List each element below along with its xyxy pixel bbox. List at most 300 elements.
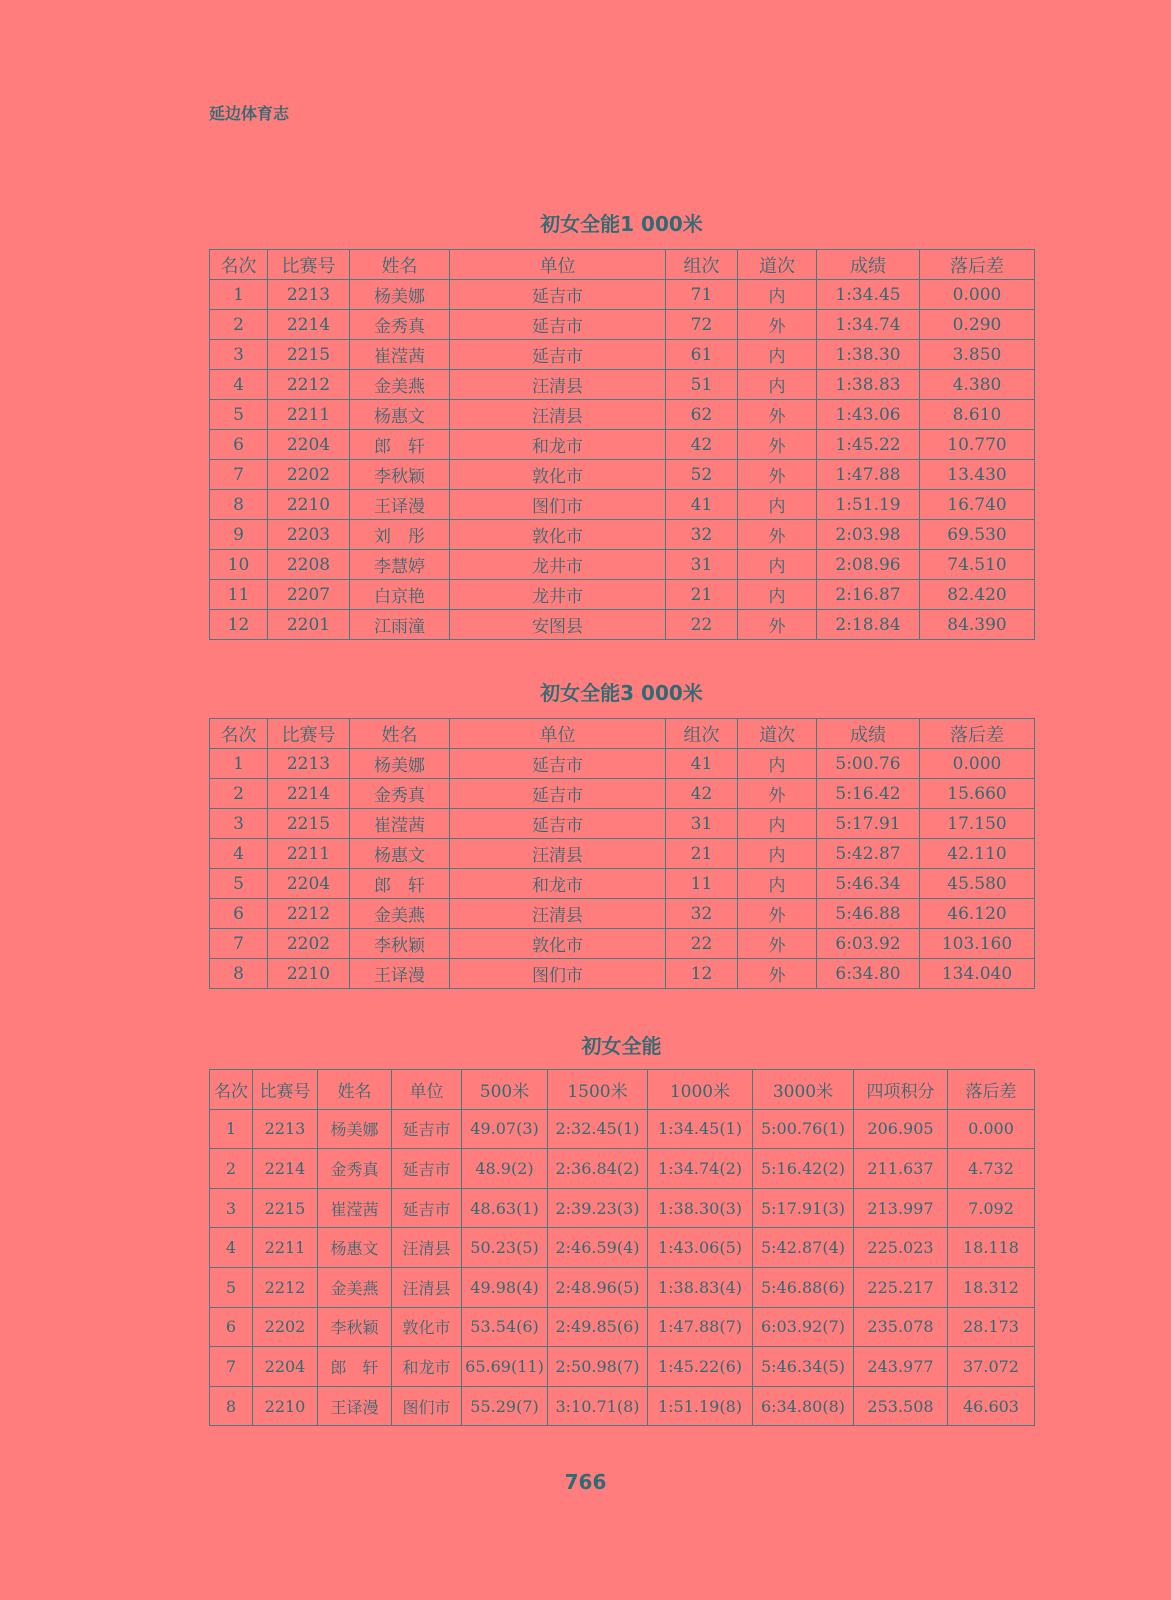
table-cell: 6:34.80 — [817, 959, 920, 989]
table-cell: 5:17.91 — [817, 809, 920, 839]
table-row — [210, 1188, 1035, 1228]
table-cell: 李秋颖 — [318, 1307, 392, 1347]
table-cell: 延吉市 — [450, 749, 666, 779]
table-row — [210, 1109, 1035, 1149]
column-header: 比赛号 — [253, 1070, 318, 1110]
table-cell: 崔滢茜 — [350, 809, 450, 839]
table-cell: 崔滢茜 — [350, 340, 450, 370]
table-cell: 2 — [210, 310, 268, 340]
table-row — [210, 809, 1035, 839]
table-cell: 45.580 — [920, 869, 1035, 899]
table-row — [210, 520, 1035, 550]
table-cell: 延吉市 — [392, 1109, 462, 1149]
table-cell: 敦化市 — [392, 1307, 462, 1347]
table-cell: 汪清县 — [450, 899, 666, 929]
table-title-3000m: 初女全能3 000米 — [540, 681, 703, 705]
table-cell: 延吉市 — [450, 280, 666, 310]
table-cell: 84.390 — [920, 610, 1035, 640]
table-cell: 7 — [210, 929, 268, 959]
table-cell: 内 — [738, 839, 817, 869]
table-cell: 延吉市 — [450, 340, 666, 370]
column-header: 名次 — [210, 250, 268, 280]
table-cell: 37.072 — [948, 1347, 1035, 1387]
table-cell: 0.000 — [920, 749, 1035, 779]
table-cell: 汪清县 — [392, 1267, 462, 1307]
table-cell: 李秋颖 — [350, 929, 450, 959]
table-cell: 134.040 — [920, 959, 1035, 989]
table-title-1000m: 初女全能1 000米 — [540, 212, 703, 236]
table-cell: 2210 — [268, 490, 350, 520]
table-cell: 内 — [738, 869, 817, 899]
table-cell: 李慧婷 — [350, 550, 450, 580]
table-cell: 内 — [738, 490, 817, 520]
table-cell: 11 — [666, 869, 738, 899]
table-cell: 龙井市 — [450, 580, 666, 610]
table-cell: 1:38.83(4) — [648, 1267, 753, 1307]
table-cell: 龙井市 — [450, 550, 666, 580]
table-cell: 32 — [666, 520, 738, 550]
table-row — [210, 610, 1035, 640]
table-cell: 6 — [210, 430, 268, 460]
table-cell: 18.312 — [948, 1267, 1035, 1307]
table-cell: 外 — [738, 400, 817, 430]
table-cell: 杨惠文 — [350, 839, 450, 869]
table-cell: 4.380 — [920, 370, 1035, 400]
table-cell: 31 — [666, 809, 738, 839]
table-cell: 郎 轩 — [350, 430, 450, 460]
table-cell: 6:34.80(8) — [753, 1386, 854, 1426]
table-cell: 内 — [738, 749, 817, 779]
table-cell: 1 — [210, 280, 268, 310]
table-cell: 16.740 — [920, 490, 1035, 520]
table-cell: 1:47.88(7) — [648, 1307, 753, 1347]
table-cell: 2210 — [253, 1386, 318, 1426]
column-header: 3000米 — [753, 1070, 854, 1110]
table-cell: 内 — [738, 370, 817, 400]
table-cell: 206.905 — [854, 1109, 948, 1149]
table-cell: 2208 — [268, 550, 350, 580]
table-cell: 延吉市 — [450, 779, 666, 809]
table-cell: 2:16.87 — [817, 580, 920, 610]
table-cell: 18.118 — [948, 1228, 1035, 1268]
table-cell: 内 — [738, 280, 817, 310]
table-cell: 61 — [666, 340, 738, 370]
table-cell: 5 — [210, 400, 268, 430]
table-cell: 5 — [210, 1267, 253, 1307]
table-row — [210, 1307, 1035, 1347]
column-header: 成绩 — [817, 719, 920, 749]
table-cell: 41 — [666, 490, 738, 520]
column-header: 四项积分 — [854, 1070, 948, 1110]
table-cell: 5:42.87(4) — [753, 1228, 854, 1268]
table-cell: 安图县 — [450, 610, 666, 640]
table-row — [210, 400, 1035, 430]
column-header: 500米 — [462, 1070, 548, 1110]
table-row — [210, 1149, 1035, 1189]
table-cell: 41 — [666, 749, 738, 779]
table-cell: 内 — [738, 550, 817, 580]
table-cell: 2213 — [268, 280, 350, 310]
table-cell: 62 — [666, 400, 738, 430]
table-row — [210, 1228, 1035, 1268]
table-cell: 外 — [738, 430, 817, 460]
table-cell: 汪清县 — [450, 400, 666, 430]
table-cell: 1 — [210, 749, 268, 779]
table-cell: 金美燕 — [350, 899, 450, 929]
table-cell: 敦化市 — [450, 929, 666, 959]
table-cell: 71 — [666, 280, 738, 310]
table-cell: 69.530 — [920, 520, 1035, 550]
results-table-1000m — [209, 249, 1035, 640]
table-cell: 金美燕 — [318, 1267, 392, 1307]
table-cell: 敦化市 — [450, 520, 666, 550]
table-cell: 2213 — [268, 749, 350, 779]
table-cell: 郎 轩 — [350, 869, 450, 899]
table-cell: 2211 — [268, 839, 350, 869]
table-cell: 李秋颖 — [350, 460, 450, 490]
table-cell: 汪清县 — [392, 1228, 462, 1268]
column-header: 组次 — [666, 250, 738, 280]
table-cell: 外 — [738, 460, 817, 490]
table-cell: 225.023 — [854, 1228, 948, 1268]
table-cell: 1:51.19 — [817, 490, 920, 520]
table-cell: 12 — [666, 959, 738, 989]
table-cell: 白京艳 — [350, 580, 450, 610]
table-cell: 1:34.74(2) — [648, 1149, 753, 1189]
table-cell: 6 — [210, 1307, 253, 1347]
table-row — [210, 869, 1035, 899]
table-cell: 2 — [210, 779, 268, 809]
column-header: 道次 — [738, 250, 817, 280]
column-header: 名次 — [210, 719, 268, 749]
table-row — [210, 839, 1035, 869]
table-cell: 2211 — [268, 400, 350, 430]
table-cell: 42 — [666, 779, 738, 809]
table-cell: 1:43.06(5) — [648, 1228, 753, 1268]
table-cell: 22 — [666, 929, 738, 959]
table-cell: 5:16.42(2) — [753, 1149, 854, 1189]
table-cell: 253.508 — [854, 1386, 948, 1426]
table-cell: 1:34.74 — [817, 310, 920, 340]
table-cell: 3:10.71(8) — [548, 1386, 648, 1426]
table-cell: 1:45.22(6) — [648, 1347, 753, 1387]
table-cell: 82.420 — [920, 580, 1035, 610]
table-cell: 2203 — [268, 520, 350, 550]
table-cell: 21 — [666, 839, 738, 869]
table-cell: 外 — [738, 959, 817, 989]
table-cell: 1 — [210, 1109, 253, 1149]
column-header: 姓名 — [318, 1070, 392, 1110]
table-cell: 50.23(5) — [462, 1228, 548, 1268]
table-cell: 12 — [210, 610, 268, 640]
table-cell: 刘 彤 — [350, 520, 450, 550]
table-cell: 杨美娜 — [350, 280, 450, 310]
table-cell: 2210 — [268, 959, 350, 989]
column-header: 落后差 — [948, 1070, 1035, 1110]
table-cell: 0.000 — [920, 280, 1035, 310]
table-cell: 金秀真 — [350, 779, 450, 809]
table-cell: 9 — [210, 520, 268, 550]
table-cell: 杨美娜 — [318, 1109, 392, 1149]
table-cell: 王译漫 — [350, 490, 450, 520]
table-cell: 21 — [666, 580, 738, 610]
table-cell: 2215 — [268, 809, 350, 839]
column-header: 姓名 — [350, 250, 450, 280]
table-cell: 31 — [666, 550, 738, 580]
table-cell: 48.9(2) — [462, 1149, 548, 1189]
table-cell: 211.637 — [854, 1149, 948, 1189]
table-cell: 4 — [210, 839, 268, 869]
table-cell: 内 — [738, 340, 817, 370]
table-cell: 8 — [210, 959, 268, 989]
table-cell: 2:36.84(2) — [548, 1149, 648, 1189]
table-cell: 0.000 — [948, 1109, 1035, 1149]
table-cell: 213.997 — [854, 1188, 948, 1228]
column-header: 组次 — [666, 719, 738, 749]
column-header: 1000米 — [648, 1070, 753, 1110]
table-cell: 2202 — [253, 1307, 318, 1347]
table-cell: 7 — [210, 1347, 253, 1387]
table-cell: 5:46.34(5) — [753, 1347, 854, 1387]
table-cell: 2204 — [253, 1347, 318, 1387]
table-cell: 4 — [210, 370, 268, 400]
table-cell: 2:50.98(7) — [548, 1347, 648, 1387]
table-cell: 内 — [738, 809, 817, 839]
table-cell: 15.660 — [920, 779, 1035, 809]
table-cell: 5:46.88 — [817, 899, 920, 929]
table-cell: 243.977 — [854, 1347, 948, 1387]
table-cell: 和龙市 — [450, 869, 666, 899]
table-row — [210, 959, 1035, 989]
table-cell: 延吉市 — [392, 1188, 462, 1228]
table-row — [210, 370, 1035, 400]
table-cell: 6:03.92(7) — [753, 1307, 854, 1347]
table-header-row — [210, 250, 1035, 280]
table-cell: 2214 — [253, 1149, 318, 1189]
table-cell: 7 — [210, 460, 268, 490]
table-cell: 2211 — [253, 1228, 318, 1268]
table-header-row — [210, 719, 1035, 749]
table-row — [210, 550, 1035, 580]
table-cell: 235.078 — [854, 1307, 948, 1347]
table-header-row — [210, 1070, 1035, 1110]
results-table-3000m — [209, 718, 1035, 989]
table-row — [210, 580, 1035, 610]
table-cell: 2201 — [268, 610, 350, 640]
table-cell: 51 — [666, 370, 738, 400]
table-cell: 5:17.91(3) — [753, 1188, 854, 1228]
table-cell: 和龙市 — [392, 1347, 462, 1387]
table-cell: 4 — [210, 1228, 253, 1268]
table-row — [210, 929, 1035, 959]
table-cell: 42.110 — [920, 839, 1035, 869]
table-cell: 外 — [738, 520, 817, 550]
table-cell: 外 — [738, 610, 817, 640]
table-cell: 11 — [210, 580, 268, 610]
table-cell: 2212 — [268, 899, 350, 929]
table-cell: 103.160 — [920, 929, 1035, 959]
table-cell: 2:32.45(1) — [548, 1109, 648, 1149]
table-cell: 王译漫 — [350, 959, 450, 989]
table-row — [210, 310, 1035, 340]
table-cell: 2:39.23(3) — [548, 1188, 648, 1228]
table-cell: 江雨潼 — [350, 610, 450, 640]
table-row — [210, 899, 1035, 929]
table-cell: 延吉市 — [450, 809, 666, 839]
table-cell: 5:46.88(6) — [753, 1267, 854, 1307]
column-header: 落后差 — [920, 250, 1035, 280]
column-header: 单位 — [392, 1070, 462, 1110]
table-cell: 6 — [210, 899, 268, 929]
table-cell: 5:42.87 — [817, 839, 920, 869]
table-row — [210, 749, 1035, 779]
table-cell: 2212 — [253, 1267, 318, 1307]
table-cell: 5:00.76 — [817, 749, 920, 779]
column-header: 成绩 — [817, 250, 920, 280]
table-cell: 2202 — [268, 460, 350, 490]
table-cell: 65.69(11) — [462, 1347, 548, 1387]
table-cell: 金美燕 — [350, 370, 450, 400]
table-cell: 10 — [210, 550, 268, 580]
table-cell: 22 — [666, 610, 738, 640]
column-header: 名次 — [210, 1070, 253, 1110]
table-cell: 图们市 — [450, 959, 666, 989]
table-cell: 49.98(4) — [462, 1267, 548, 1307]
table-cell: 3 — [210, 809, 268, 839]
page-number: 766 — [564, 1470, 607, 1494]
table-cell: 1:45.22 — [817, 430, 920, 460]
table-cell: 42 — [666, 430, 738, 460]
table-cell: 外 — [738, 310, 817, 340]
table-cell: 汪清县 — [450, 839, 666, 869]
table-cell: 2204 — [268, 430, 350, 460]
table-cell: 2 — [210, 1149, 253, 1189]
table-cell: 53.54(6) — [462, 1307, 548, 1347]
table-cell: 46.120 — [920, 899, 1035, 929]
table-cell: 敦化市 — [450, 460, 666, 490]
table-cell: 3.850 — [920, 340, 1035, 370]
table-cell: 汪清县 — [450, 370, 666, 400]
table-row — [210, 1347, 1035, 1387]
table-cell: 金秀真 — [318, 1149, 392, 1189]
table-cell: 7.092 — [948, 1188, 1035, 1228]
table-cell: 崔滢茜 — [318, 1188, 392, 1228]
table-title-allround: 初女全能 — [581, 1034, 662, 1058]
table-cell: 225.217 — [854, 1267, 948, 1307]
table-row — [210, 340, 1035, 370]
table-cell: 17.150 — [920, 809, 1035, 839]
table-cell: 外 — [738, 779, 817, 809]
table-cell: 3 — [210, 1188, 253, 1228]
table-row — [210, 1267, 1035, 1307]
table-cell: 72 — [666, 310, 738, 340]
table-row — [210, 490, 1035, 520]
table-cell: 0.290 — [920, 310, 1035, 340]
table-cell: 5:16.42 — [817, 779, 920, 809]
table-cell: 2212 — [268, 370, 350, 400]
table-cell: 外 — [738, 899, 817, 929]
table-cell: 1:34.45(1) — [648, 1109, 753, 1149]
table-cell: 55.29(7) — [462, 1386, 548, 1426]
column-header: 单位 — [450, 250, 666, 280]
table-cell: 2215 — [268, 340, 350, 370]
table-cell: 10.770 — [920, 430, 1035, 460]
table-cell: 1:43.06 — [817, 400, 920, 430]
table-cell: 外 — [738, 929, 817, 959]
table-cell: 2:03.98 — [817, 520, 920, 550]
table-cell: 2214 — [268, 310, 350, 340]
column-header: 1500米 — [548, 1070, 648, 1110]
table-cell: 1:34.45 — [817, 280, 920, 310]
table-row — [210, 779, 1035, 809]
table-cell: 2214 — [268, 779, 350, 809]
table-cell: 1:38.30 — [817, 340, 920, 370]
table-cell: 48.63(1) — [462, 1188, 548, 1228]
column-header: 姓名 — [350, 719, 450, 749]
column-header: 单位 — [450, 719, 666, 749]
table-row — [210, 280, 1035, 310]
table-cell: 1:38.30(3) — [648, 1188, 753, 1228]
table-cell: 和龙市 — [450, 430, 666, 460]
table-cell: 8 — [210, 490, 268, 520]
table-cell: 延吉市 — [392, 1149, 462, 1189]
table-cell: 郎 轩 — [318, 1347, 392, 1387]
table-cell: 28.173 — [948, 1307, 1035, 1347]
table-row — [210, 460, 1035, 490]
table-cell: 49.07(3) — [462, 1109, 548, 1149]
results-table-allround — [209, 1069, 1035, 1426]
table-cell: 2:48.96(5) — [548, 1267, 648, 1307]
column-header: 比赛号 — [268, 719, 350, 749]
running-head: 延边体育志 — [209, 104, 290, 123]
table-cell: 52 — [666, 460, 738, 490]
table-cell: 2204 — [268, 869, 350, 899]
table-cell: 延吉市 — [450, 310, 666, 340]
table-cell: 1:51.19(8) — [648, 1386, 753, 1426]
table-cell: 图们市 — [392, 1386, 462, 1426]
table-cell: 杨惠文 — [318, 1228, 392, 1268]
table-cell: 2215 — [253, 1188, 318, 1228]
table-cell: 2:08.96 — [817, 550, 920, 580]
table-cell: 32 — [666, 899, 738, 929]
table-cell: 6:03.92 — [817, 929, 920, 959]
table-cell: 内 — [738, 580, 817, 610]
table-cell: 46.603 — [948, 1386, 1035, 1426]
column-header: 道次 — [738, 719, 817, 749]
table-cell: 2202 — [268, 929, 350, 959]
table-cell: 2207 — [268, 580, 350, 610]
table-cell: 13.430 — [920, 460, 1035, 490]
table-cell: 杨美娜 — [350, 749, 450, 779]
table-cell: 4.732 — [948, 1149, 1035, 1189]
table-cell: 1:38.83 — [817, 370, 920, 400]
table-cell: 杨惠文 — [350, 400, 450, 430]
table-cell: 3 — [210, 340, 268, 370]
table-cell: 8.610 — [920, 400, 1035, 430]
table-row — [210, 430, 1035, 460]
table-cell: 金秀真 — [350, 310, 450, 340]
table-cell: 2:18.84 — [817, 610, 920, 640]
table-row — [210, 1386, 1035, 1426]
table-cell: 5:46.34 — [817, 869, 920, 899]
table-cell: 74.510 — [920, 550, 1035, 580]
table-cell: 2213 — [253, 1109, 318, 1149]
table-cell: 2:49.85(6) — [548, 1307, 648, 1347]
table-cell: 8 — [210, 1386, 253, 1426]
table-cell: 2:46.59(4) — [548, 1228, 648, 1268]
table-cell: 图们市 — [450, 490, 666, 520]
table-cell: 5 — [210, 869, 268, 899]
